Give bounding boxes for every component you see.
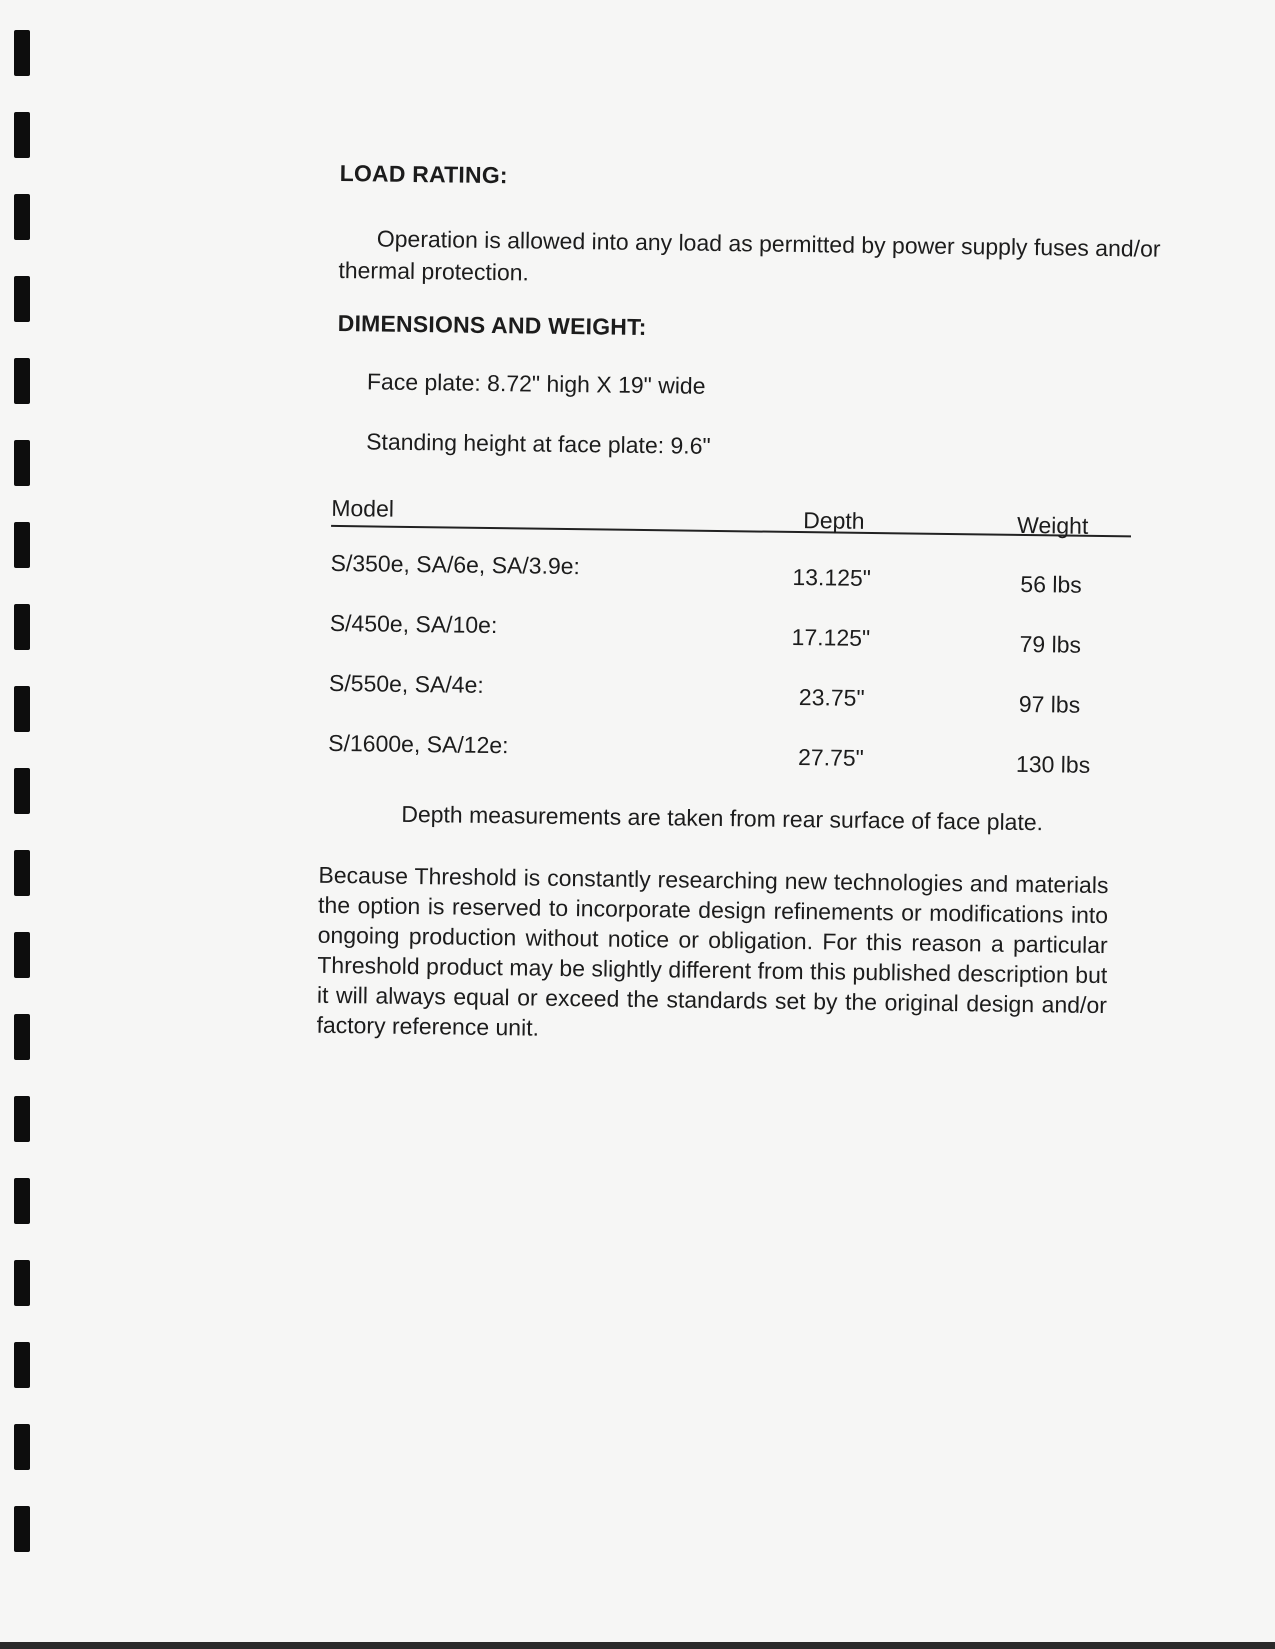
- binding-hole: [14, 1260, 30, 1306]
- binding-hole: [14, 1424, 30, 1470]
- binding-hole: [14, 1178, 30, 1224]
- binding-hole: [14, 358, 30, 404]
- table-row: [329, 609, 1130, 658]
- depth-cell: 17.125": [791, 623, 871, 651]
- dimensions-heading: DIMENSIONS AND WEIGHT:: [337, 309, 647, 341]
- depth-cell: 23.75": [798, 684, 865, 711]
- binding-hole: [14, 276, 30, 322]
- binding-hole: [14, 440, 30, 486]
- binding-hole: [14, 768, 30, 814]
- depth-note: Depth measurements are taken from rear surface of face plate.: [401, 800, 1044, 836]
- binding-hole: [14, 1342, 30, 1388]
- binding-hole: [14, 850, 30, 896]
- page-bottom-edge: [0, 1642, 1275, 1649]
- column-header-depth: Depth: [803, 507, 865, 534]
- binding-hole: [14, 686, 30, 732]
- column-header-model: Model: [331, 494, 395, 522]
- load-rating-text: Operation is allowed into any load as permitted by power supply fuses and/or thermal protection.: [338, 225, 1161, 286]
- load-rating-heading: LOAD RATING:: [339, 159, 508, 189]
- binding-hole: [14, 1506, 30, 1552]
- weight-cell: 130 lbs: [1015, 750, 1091, 778]
- binding-hole: [14, 112, 30, 158]
- binding-hole: [14, 1096, 30, 1142]
- standing-height-spec: Standing height at face plate: 9.6": [366, 428, 711, 459]
- table-row: [330, 549, 1130, 598]
- table-row: [328, 669, 1129, 718]
- depth-cell: 27.75": [797, 744, 864, 771]
- table-header: [331, 495, 1131, 537]
- model-cell: S/350e, SA/6e, SA/3.9e:: [330, 549, 581, 580]
- weight-cell: 56 lbs: [1020, 570, 1082, 598]
- weight-cell: 97 lbs: [1018, 690, 1081, 718]
- model-cell: S/450e, SA/10e:: [329, 609, 498, 639]
- binding-hole: [14, 30, 30, 76]
- disclaimer-paragraph: Because Threshold is constantly researching new technologies and materials the option is reserved to incorporate design refinements or modifications into ongoing production without notice or obligation. For this reason a particular Threshold product may be slightly different from this published description but it will always equal or exceed the standards set by the original design and/or factory reference unit.: [316, 861, 1109, 1041]
- depth-cell: 13.125": [792, 563, 872, 591]
- page-content: [316, 150, 1190, 1041]
- binding-holes: [14, 30, 34, 1600]
- face-plate-spec: Face plate: 8.72" high X 19" wide: [366, 368, 706, 399]
- binding-hole: [14, 194, 30, 240]
- binding-hole: [14, 522, 30, 568]
- binding-hole: [14, 1014, 30, 1060]
- table-row: [328, 729, 1128, 778]
- binding-hole: [14, 604, 30, 650]
- column-header-weight: Weight: [1016, 511, 1089, 539]
- model-cell: S/550e, SA/4e:: [328, 669, 484, 698]
- model-cell: S/1600e, SA/12e:: [328, 729, 509, 759]
- weight-cell: 79 lbs: [1019, 630, 1082, 658]
- binding-hole: [14, 932, 30, 978]
